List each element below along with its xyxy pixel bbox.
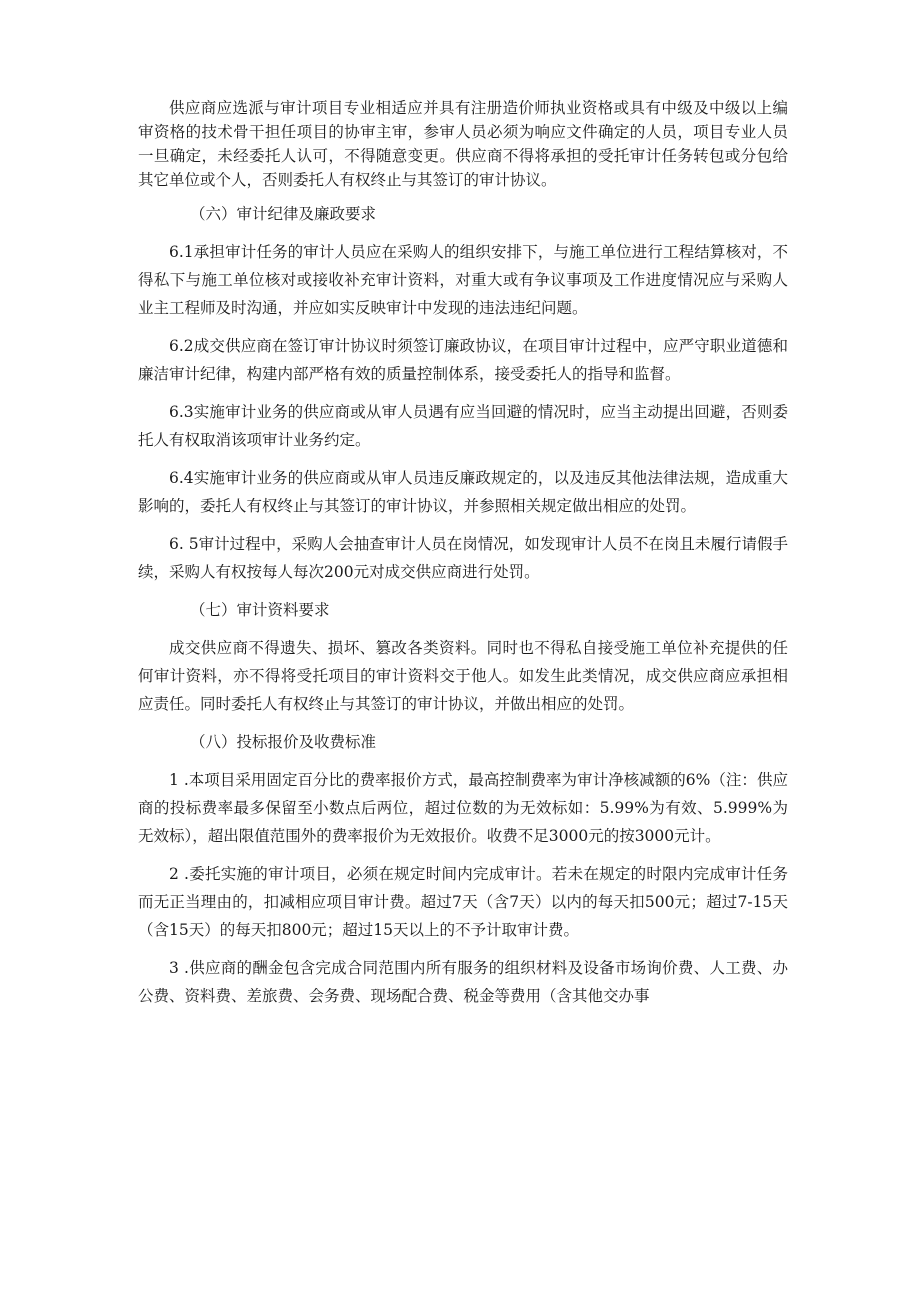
clause-6-1: 6.1承担审计任务的审计人员应在采购人的组织安排下，与施工单位进行工程结算核对，不得私下与施工单位核对或接收补充审计资料，对重大或有争议事项及工作进度情况应与采购人业主工程师及时沟通，并应如实反映审计中发现的违法违纪问题。 — [138, 243, 788, 317]
section-7-body: 成交供应商不得遗失、损坏、篡改各类资料。同时也不得私自接受施工单位补充提供的任何审计资料，亦不得将受托项目的审计资料交于他人。如发生此类情况，成交供应商应承担相应责任。同时委托人有权终止与其签订的审计协议，并做出相应的处罚。 — [138, 639, 788, 713]
clause-6-2: 6.2成交供应商在签订审计协议时须签订廉政协议，在项目审计过程中，应严守职业道德和廉洁审计纪律，构建内部严格有效的质量控制体系，接受委托人的指导和监督。 — [138, 337, 788, 383]
clause-6-4: 6.4实施审计业务的供应商或从审人员违反廉政规定的，以及违反其他法律法规，造成重大影响的，委托人有权终止与其签订的审计协议，并参照相关规定做出相应的处罚。 — [138, 469, 788, 515]
clause-8-2: 2 .委托实施的审计项目，必须在规定时间内完成审计。若未在规定的时限内完成审计任务而无正当理由的，扣减相应项目审计费。超过7天（含7天）以内的每天扣500元；超过7-15天（含15天）的每天扣800元；超过15天以上的不予计取审计费。 — [138, 865, 788, 939]
document-page — [138, 96, 788, 1010]
intro-paragraph: 供应商应选派与审计项目专业相适应并具有注册造价师执业资格或具有中级及中级以上编审资格的技术骨干担任项目的协审主审，参审人员必须为响应文件确定的人员，项目专业人员一旦确定，未经委托人认可，不得随意变更。供应商不得将承担的受托审计任务转包或分包给其它单位或个人，否则委托人有权终止与其签订的审计协议。 — [138, 99, 788, 189]
clause-6-5: 6. 5审计过程中，采购人会抽查审计人员在岗情况，如发现审计人员不在岗且未履行请假手续，采购人有权按每人每次200元对成交供应商进行处罚。 — [138, 535, 788, 581]
clause-8-1: 1 .本项目采用固定百分比的费率报价方式，最高控制费率为审计净核减额的6%（注：供应商的投标费率最多保留至小数点后两位，超过位数的为无效标如：5.99%为有效、5.999%为无效标），超出限值范围外的费率报价为无效报价。收费不足3000元的按3000元计。 — [138, 771, 788, 845]
section-8-heading: （八）投标报价及收费标准 — [190, 733, 377, 751]
clause-6-3: 6.3实施审计业务的供应商或从审人员遇有应当回避的情况时，应当主动提出回避，否则委托人有权取消该项审计业务约定。 — [138, 403, 788, 449]
clause-8-3: 3 .供应商的酬金包含完成合同范围内所有服务的组织材料及设备市场询价费、人工费、办公费、资料费、差旅费、会务费、现场配合费、税金等费用（含其他交办事 — [138, 959, 788, 1005]
section-6-heading: （六）审计纪律及廉政要求 — [190, 205, 377, 223]
section-7-heading: （七）审计资料要求 — [190, 601, 330, 619]
